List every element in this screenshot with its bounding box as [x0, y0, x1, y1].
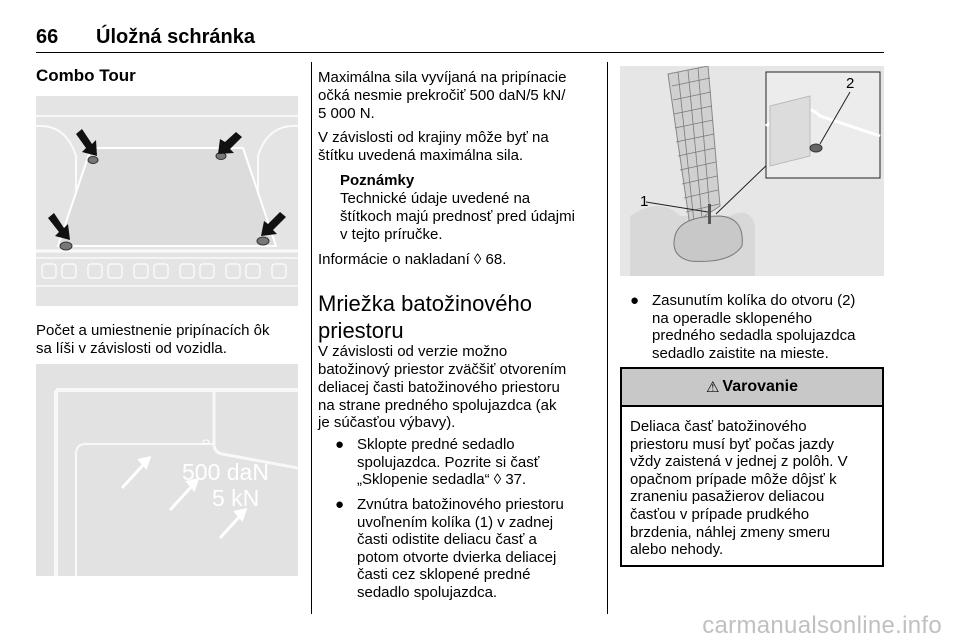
bullet-3-line-2: na operadle sklopeného: [652, 309, 813, 327]
para2-line-1: V závislosti od krajiny môže byť na: [318, 129, 549, 146]
bullet-2-line-2: uvoľnením kolíka (1) v zadnej: [357, 513, 554, 531]
para1-line-3: 5 000 N.: [318, 105, 375, 122]
warning-line-5: zraneniu pasažierov deliacou: [630, 488, 825, 506]
warning-triangle-icon: ⚠: [705, 379, 720, 396]
bullet-2-line-1: Zvnútra batožinového priestoru: [357, 496, 564, 513]
warning-box: [620, 367, 884, 567]
bullet-dot: ●: [335, 496, 345, 513]
para1-line-1: Maximálna sila vyvíjaná na pripínacie: [318, 69, 567, 86]
page-header: [36, 26, 255, 49]
column-divider-1: [311, 62, 312, 614]
bullet-1-line-2: spolujazdca. Pozrite si časť: [357, 453, 540, 471]
warning-body: [622, 407, 882, 559]
warning-line-2: priestoru musí byť počas jazdy: [630, 435, 835, 453]
page-number: 66: [36, 26, 59, 48]
callout-1: 1: [640, 193, 649, 210]
bullet-2-line-5: časti cez sklopené predné: [357, 566, 531, 584]
section-title: [318, 290, 532, 344]
page-title: Úložná schránka: [96, 26, 255, 48]
column-divider-2: [607, 62, 608, 614]
warning-header: [622, 369, 882, 407]
warning-line-4: opačnom prípade môže dôjsť k: [630, 470, 837, 488]
intro-line-2: batožinový priestor zväčšiť otvorením: [318, 361, 567, 378]
cargo-floor-illustration: [36, 96, 298, 306]
warning-line-7: brzdenia, náhlej zmeny smeru: [630, 523, 831, 541]
section-title-line-1: Mriežka batožinového: [318, 291, 533, 316]
note-line-2: štítkoch majú prednosť pred údajmi: [340, 208, 575, 225]
intro-line-1: V závislosti od verzie možno: [318, 343, 508, 360]
warning-line-8: alebo nehody.: [630, 541, 724, 559]
para1-line-2: očká nesmie prekročiť 500 daN/5 kN/: [318, 87, 566, 104]
load-label-illustration: [36, 364, 298, 576]
figure-cargo-floor: [36, 96, 298, 306]
callout-2: 2: [846, 75, 855, 92]
caption-line-2: sa líši v závislosti od vozidla.: [36, 340, 227, 357]
bullet-1-line-1: Sklopte predné sedadlo: [357, 436, 515, 453]
partition-illustration: [620, 66, 884, 276]
warning-line-3: vždy zaistená v jednej z polôh. V: [630, 453, 848, 471]
figure-partition: [620, 66, 884, 276]
loading-info-link[interactable]: Informácie o nakladaní ◊ 68.: [318, 251, 507, 268]
bullet-dot: ●: [335, 436, 345, 453]
figure-load-label: [36, 364, 298, 576]
section-title-line-2: priestoru: [318, 318, 404, 343]
label-load-text: 500 daN: [182, 459, 269, 485]
bullet-3-text: [652, 292, 892, 362]
note-line-1: Technické údaje uvedené na: [340, 190, 531, 207]
intro-line-3: deliacej časti batožinového priestoru: [318, 379, 560, 396]
bullet-2-line-3: časti odistite deliacu časť a: [357, 531, 537, 549]
label-force-text: 5 kN: [212, 485, 260, 511]
watermark: carmanualsonline.info: [702, 612, 942, 639]
note-title: Poznámky: [340, 172, 415, 189]
intro-line-5: je súčasťou výbavy).: [318, 414, 456, 431]
bullet-3-line-4: sedadlo zaistite na mieste.: [652, 344, 829, 362]
warning-line-1: Deliaca časť batožinového: [630, 418, 807, 435]
bullet-3-line-3: predného sedadla spolujazdca: [652, 327, 856, 345]
bullet-1-line-3[interactable]: „Sklopenie sedadla“ ◊ 37.: [357, 471, 527, 489]
bullet-dot: ●: [630, 292, 640, 309]
caption-line-1: Počet a umiestnenie pripínacích ôk: [36, 322, 270, 339]
header-rule: [36, 52, 884, 53]
bullet-3-line-1: Zasunutím kolíka do otvoru (2): [652, 292, 856, 309]
warning-line-6: časťou v prípade prudkého: [630, 505, 810, 523]
model-heading: Combo Tour: [36, 66, 136, 85]
intro-line-4: na strane predného spolujazdca (ak: [318, 397, 557, 414]
note-line-3: v tejto príručke.: [340, 226, 443, 243]
bullet-2-text: [357, 496, 605, 602]
bullet-2-line-4: potom otvorte dvierka deliacej: [357, 548, 557, 566]
para2-line-2: štítku uvedená maximálna sila.: [318, 147, 524, 164]
bullet-1-text: [357, 436, 605, 489]
warning-title: Varovanie: [722, 378, 799, 395]
bullet-2-line-6: sedadlo spolujazdca.: [357, 583, 498, 601]
